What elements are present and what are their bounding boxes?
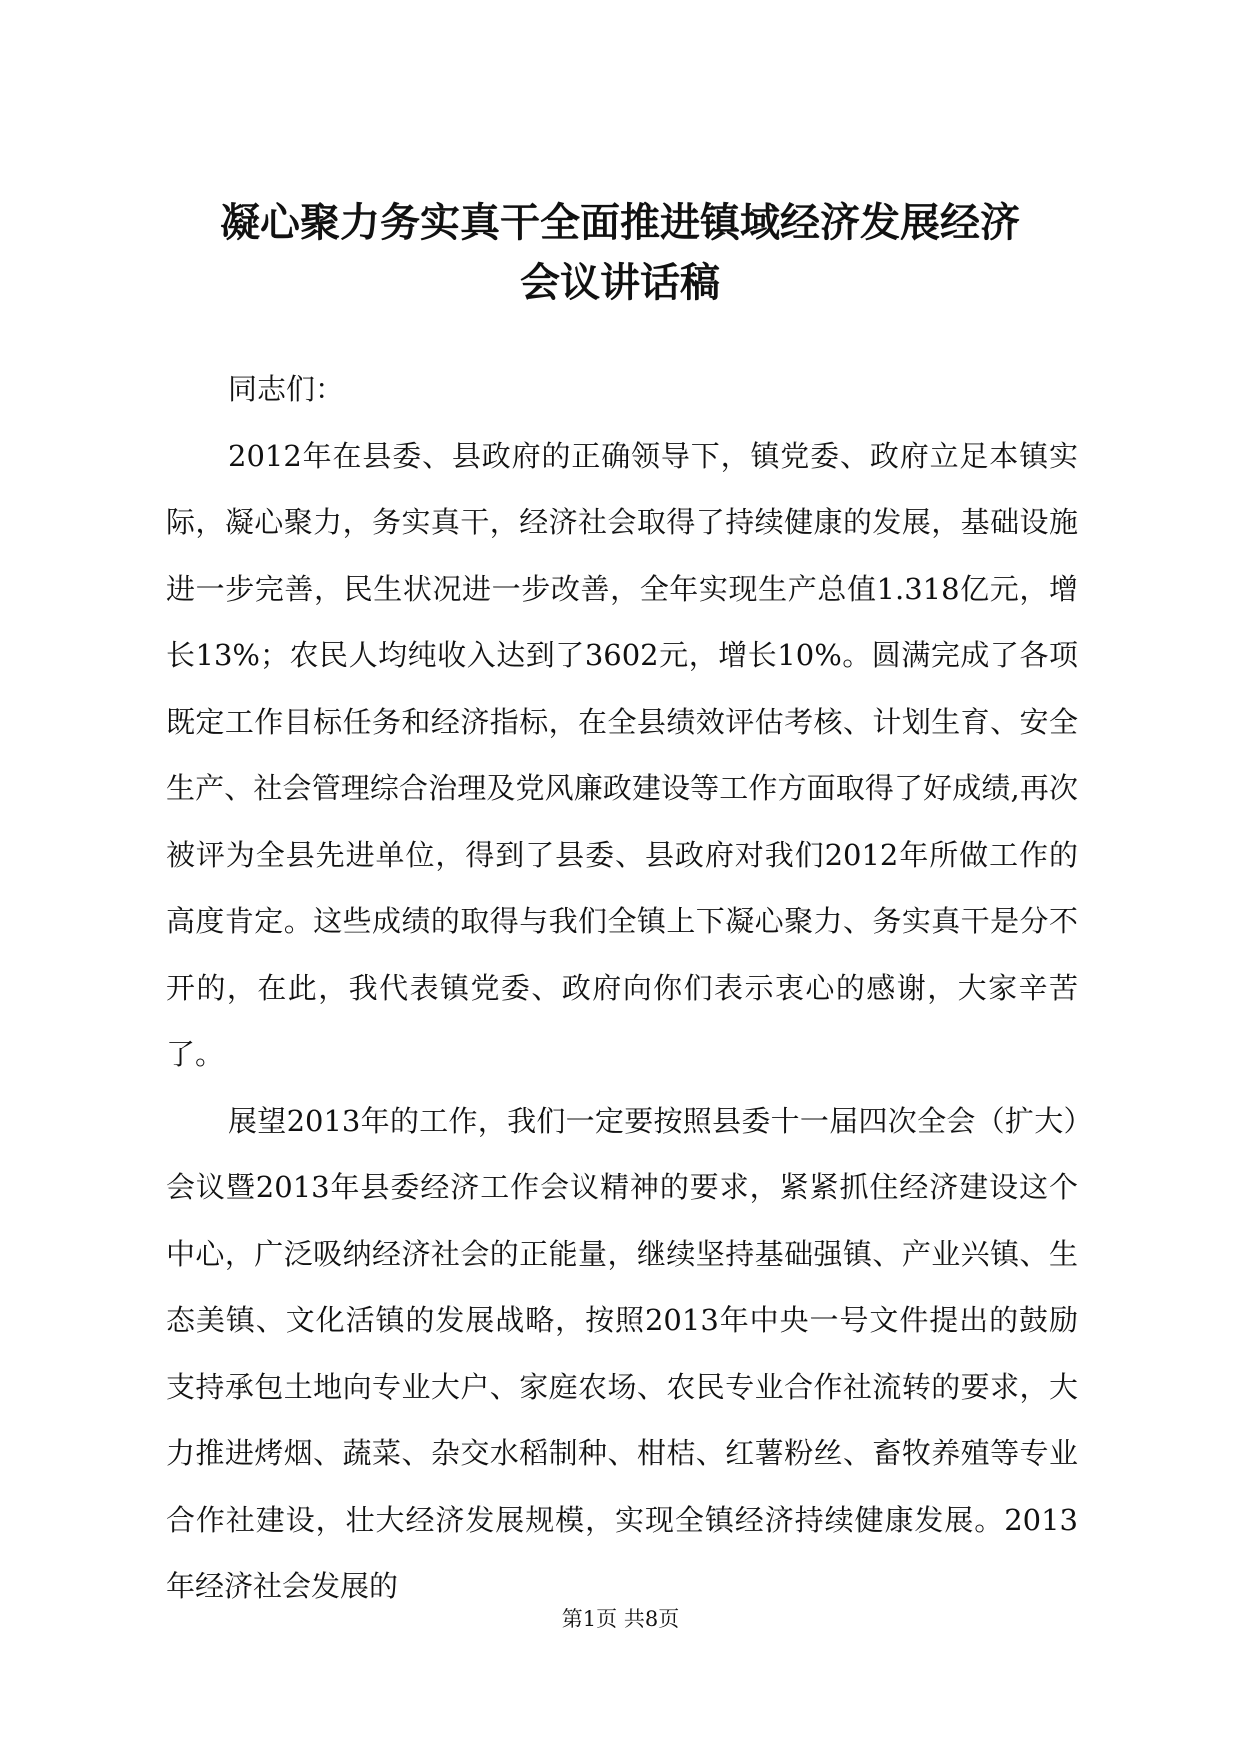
- page-number-footer: 第1页 共8页: [561, 1607, 680, 1631]
- document-title: [150, 193, 1090, 313]
- paragraph-outlook-2013: 展望2013年的工作，我们一定要按照县委十一届四次全会（扩大）会议暨2013年县委经济工作会议精神的要求，紧紧抓住经济建设这个中心，广泛吸纳经济社会的正能量，继续坚持基础强镇、产业兴镇、生态美镇、文化活镇的发展战略，按照2013年中央一号文件提出的鼓励支持承包土地向专业大户、家庭农场、农民专业合作社流转的要求，大力推进烤烟、蔬菜、杂交水稻制种、柑桔、红薯粉丝、畜牧养殖等专业合作社建设，壮大经济发展规模，实现全镇经济持续健康发展。2013年经济社会发展的: [166, 1103, 1078, 1603]
- greeting-paragraph: 同志们：: [228, 372, 345, 406]
- title-line-1: 凝心聚力务实真干全面推进镇域经济发展经济: [220, 200, 1020, 246]
- paragraph-review-2012: 2012年在县委、县政府的正确领导下，镇党委、政府立足本镇实际，凝心聚力，务实真干，经济社会取得了持续健康的发展，基础设施进一步完善，民生状况进一步改善，全年实现生产总值1.318亿元，增长13%；农民人均纯收入达到了3602元，增长10%。圆满完成了各项既定工作目标任务和经济指标，在全县绩效评估考核、计划生育、安全生产、社会管理综合治理及党风廉政建设等工作方面取得了好成绩,再次被评为全县先进单位，得到了县委、县政府对我们2012年所做工作的高度肯定。这些成绩的取得与我们全镇上下凝心聚力、务实真干是分不开的，在此，我代表镇党委、政府向你们表示衷心的感谢，大家辛苦了。: [166, 438, 1078, 1071]
- title-line-2: 会议讲话稿: [520, 260, 720, 306]
- document-body: [166, 356, 1078, 1620]
